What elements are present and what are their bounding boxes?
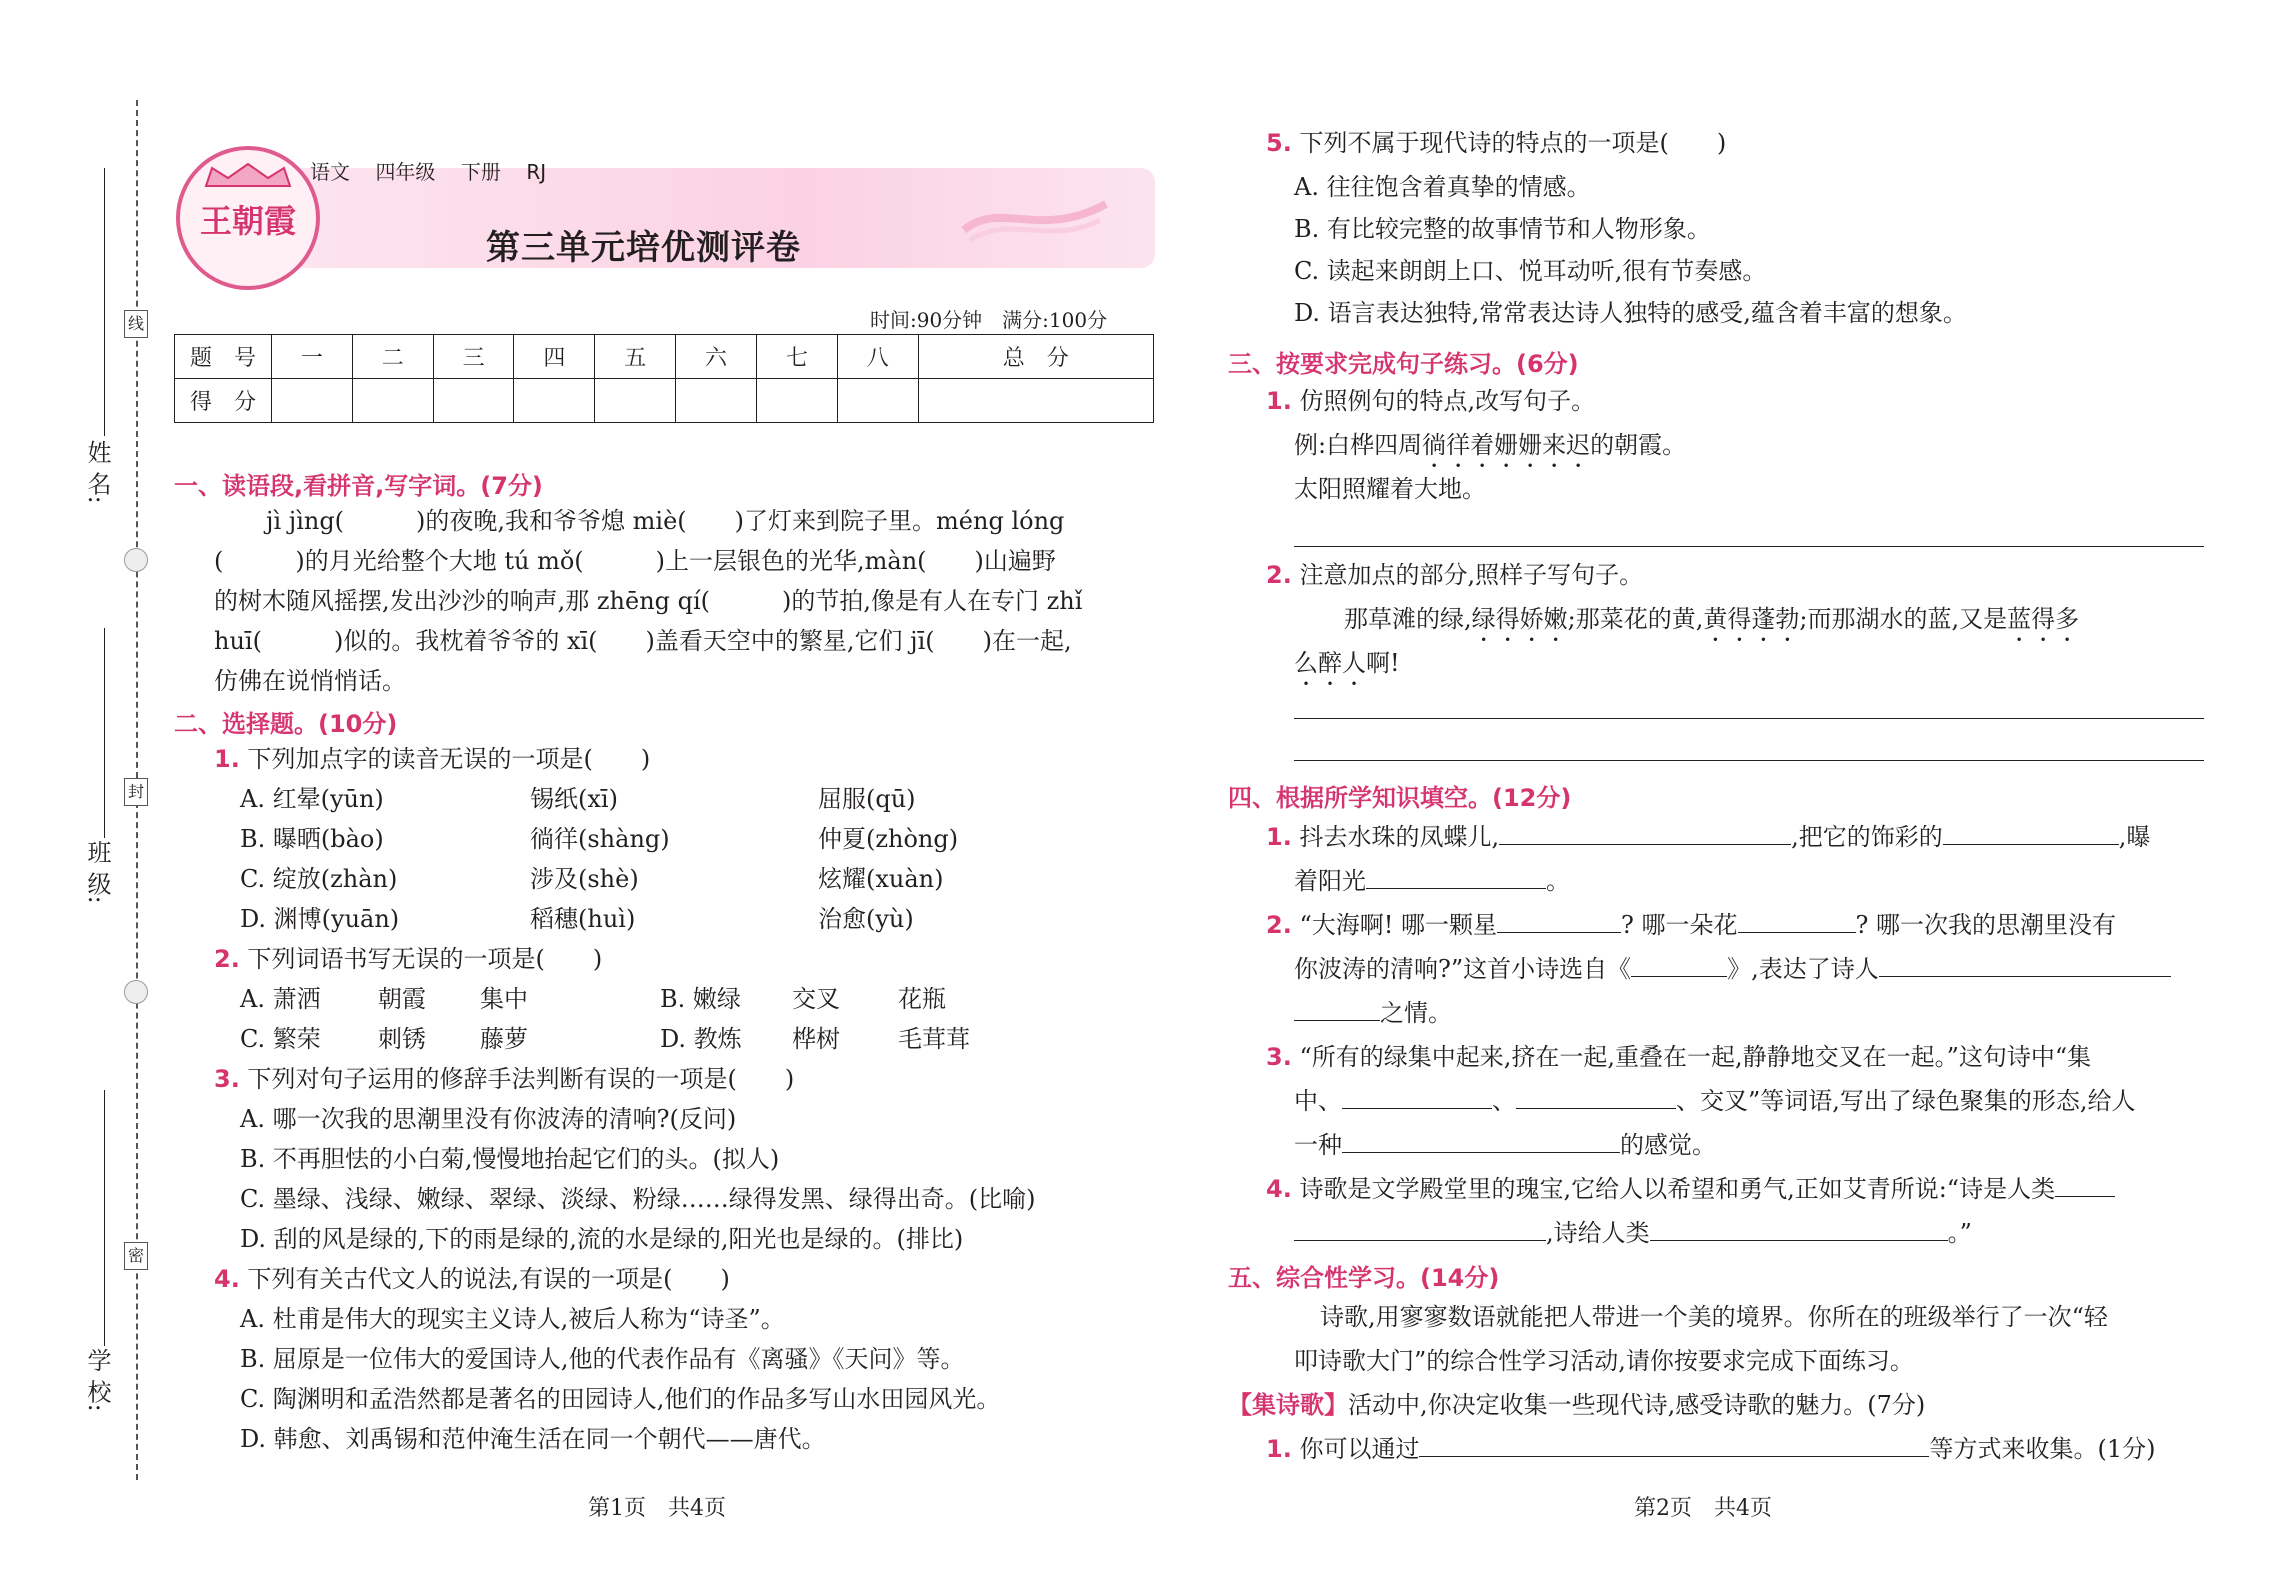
fill-text: “所有的绿集中起来,挤在一起,重叠在一起,静静地交叉在一起。”这句诗中“集 bbox=[1299, 1043, 2092, 1071]
q5-option[interactable]: A. 往往饱含着真挚的情感。 bbox=[1294, 173, 1591, 201]
q2-option: 集中 bbox=[480, 985, 528, 1013]
meta-grade: 四年级 bbox=[375, 160, 436, 184]
q3-option[interactable]: A. 哪一次我的思潮里没有你波涛的清响?(反问) bbox=[240, 1105, 737, 1133]
page-footer-left: 第1页 共4页 bbox=[588, 1496, 726, 1521]
section-3-title: 三、按要求完成句子练习。(6分) bbox=[1228, 350, 1579, 378]
score-header-cell: 八 bbox=[837, 335, 918, 379]
q2-option[interactable]: A. 萧洒 bbox=[240, 985, 321, 1013]
score-header-cell: 三 bbox=[433, 335, 514, 379]
fill-blank[interactable] bbox=[1879, 954, 2171, 977]
score-input[interactable] bbox=[756, 379, 837, 423]
score-table bbox=[174, 334, 1154, 423]
score-header-row bbox=[175, 335, 1154, 379]
s3-question-2: 2. 注意加点的部分,照样子写句子。 bbox=[1266, 561, 1644, 589]
score-header-cell: 七 bbox=[756, 335, 837, 379]
q3-option[interactable]: D. 刮的风是绿的,下的雨是绿的,流的水是绿的,阳光也是绿的。(排比) bbox=[240, 1225, 964, 1253]
s4-question-4-cont bbox=[1294, 1218, 1972, 1248]
example-prefix: 例:白桦四周 bbox=[1294, 431, 1423, 459]
fill-text: 诗歌是文学殿堂里的瑰宝,它给人以希望和勇气,正如艾青所说:“诗是人类 bbox=[1299, 1175, 2056, 1203]
passage-text: 那草滩的绿, bbox=[1344, 605, 1472, 633]
binding-hole-icon bbox=[124, 980, 148, 1004]
name-field[interactable] bbox=[104, 168, 105, 436]
score-row bbox=[175, 379, 1154, 423]
q1-option[interactable]: C. 绽放(zhàn) bbox=[240, 865, 398, 893]
s3-passage-line bbox=[1344, 604, 2079, 647]
class-label: 班 级: bbox=[83, 840, 111, 904]
q1-option: 治愈(yù) bbox=[818, 905, 914, 933]
q2-option[interactable]: D. 教炼 bbox=[660, 1025, 742, 1053]
fill-text: 一种 bbox=[1294, 1131, 1342, 1159]
score-header-cell: 二 bbox=[352, 335, 433, 379]
fill-text: 等方式来收集。(1分) bbox=[1929, 1435, 2156, 1463]
s4-question-4: 4. 诗歌是文学殿堂里的瑰宝,它给人以希望和勇气,正如艾青所说:“诗是人类 bbox=[1266, 1174, 2115, 1204]
score-row-label: 得 分 bbox=[175, 379, 272, 423]
subtask-label: 【集诗歌】 bbox=[1228, 1391, 1348, 1419]
score-header-cell: 四 bbox=[514, 335, 595, 379]
school-field[interactable] bbox=[104, 1090, 105, 1346]
fill-text: 。 bbox=[1546, 867, 1570, 895]
passage-dotted: 么醉人 bbox=[1294, 649, 1366, 677]
q5-option[interactable]: D. 语言表达独特,常常表达诗人独特的感受,蕴含着丰富的想象。 bbox=[1294, 299, 1967, 327]
passage-text: 啊! bbox=[1366, 649, 1400, 677]
fill-blank[interactable] bbox=[1342, 1086, 1492, 1109]
s3-example bbox=[1294, 430, 1686, 473]
fill-text: ,曝 bbox=[2118, 823, 2151, 851]
question-2-text: 下列词语书写无误的一项是( ) bbox=[247, 945, 603, 973]
question-2: 2. 下列词语书写无误的一项是( ) bbox=[214, 945, 603, 973]
fill-text: 、交叉”等词语,写出了绿色聚集的形态,给人 bbox=[1676, 1087, 2136, 1115]
passage-dotted: 绿得娇嫩 bbox=[1471, 605, 1568, 633]
fill-blank[interactable] bbox=[1516, 1086, 1676, 1109]
section-2-title: 二、选择题。(10分) bbox=[174, 710, 398, 738]
score-header-cell: 总 分 bbox=[918, 335, 1153, 379]
fill-blank[interactable] bbox=[1499, 822, 1791, 845]
question-1-text: 下列加点字的读音无误的一项是( ) bbox=[247, 745, 651, 773]
s1-line: ( )的月光给整个大地 tú mǒ( )上一层银色的光华,màn( )山遍野 bbox=[214, 547, 1056, 575]
q2-option: 刺锈 bbox=[378, 1025, 426, 1053]
q1-option: 锡纸(xī) bbox=[530, 785, 618, 813]
page-title: 第三单元培优测评卷 bbox=[486, 228, 801, 268]
score-header-cell: 题 号 bbox=[175, 335, 272, 379]
q2-option: 花瓶 bbox=[898, 985, 946, 1013]
q1-option[interactable]: D. 渊博(yuān) bbox=[240, 905, 400, 933]
score-header-cell: 五 bbox=[595, 335, 676, 379]
crown-icon bbox=[200, 162, 296, 188]
passage-dotted: 黄得蓬勃 bbox=[1703, 605, 1800, 633]
passage-text: ;那菜花的黄, bbox=[1567, 605, 1704, 633]
fill-text: 之情。 bbox=[1380, 999, 1452, 1027]
s3-given-sentence: 太阳照耀着大地。 bbox=[1294, 475, 1486, 503]
q2-option[interactable]: C. 繁荣 bbox=[240, 1025, 321, 1053]
example-dotted: 徜徉着姗姗来迟 bbox=[1422, 431, 1591, 459]
class-field[interactable] bbox=[104, 628, 105, 838]
score-input[interactable] bbox=[918, 379, 1153, 423]
q2-option: 藤萝 bbox=[480, 1025, 528, 1053]
question-1: 1. 下列加点字的读音无误的一项是( ) bbox=[214, 745, 651, 773]
seal-label-seal: 封 bbox=[124, 778, 148, 806]
q4-option[interactable]: D. 韩愈、刘禹锡和范仲淹生活在同一个朝代——唐代。 bbox=[240, 1425, 826, 1453]
answer-line[interactable] bbox=[1294, 760, 2204, 761]
q1-option: 仲夏(zhòng) bbox=[818, 825, 959, 853]
s1-line: 仿佛在说悄悄话。 bbox=[214, 667, 406, 695]
s5-intro: 叩诗歌大门”的综合性学习活动,请你按要求完成下面练习。 bbox=[1294, 1347, 1914, 1375]
q2-option: 桦树 bbox=[792, 1025, 840, 1053]
fill-blank[interactable] bbox=[1943, 822, 2119, 845]
s1-line: 的树木随风摇摆,发出沙沙的响声,那 zhēng qí( )的节拍,像是有人在专门 zhǐ bbox=[214, 587, 1083, 615]
question-4-text: 下列有关古代文人的说法,有误的一项是( ) bbox=[247, 1265, 730, 1293]
decor-swirl-icon bbox=[960, 190, 1110, 246]
section-1-title: 一、读语段,看拼音,写字词。(7分) bbox=[174, 472, 543, 500]
s5-question-1: 1. 你可以通过 等方式来收集。(1分) bbox=[1266, 1435, 2156, 1463]
q1-option[interactable]: A. 红晕(yūn) bbox=[240, 785, 384, 813]
fill-text: 着阳光 bbox=[1294, 867, 1366, 895]
q2-option: 交叉 bbox=[792, 985, 840, 1013]
s3-passage-line bbox=[1294, 648, 1400, 691]
fill-text: ? 哪一朵花 bbox=[1621, 911, 1738, 939]
q2-option: 朝霞 bbox=[378, 985, 426, 1013]
section-5-title: 五、综合性学习。(14分) bbox=[1228, 1264, 1500, 1292]
q5-option[interactable]: B. 有比较完整的故事情节和人物形象。 bbox=[1294, 215, 1711, 243]
q1-option: 屈服(qū) bbox=[818, 785, 916, 813]
q1-option: 徜徉(shàng) bbox=[530, 825, 670, 853]
binding-hole-icon bbox=[124, 548, 148, 572]
question-3-text: 下列对句子运用的修辞手法判断有误的一项是( ) bbox=[247, 1065, 795, 1093]
s3-question-1-text: 仿照例句的特点,改写句子。 bbox=[1299, 387, 1596, 415]
meta-subject: 语文 bbox=[310, 160, 350, 184]
q4-option[interactable]: C. 陶渊明和孟浩然都是著名的田园诗人,他们的作品多写山水田园风光。 bbox=[240, 1385, 1001, 1413]
fill-blank[interactable] bbox=[1631, 954, 1727, 977]
s3-question-2-text: 注意加点的部分,照样子写句子。 bbox=[1299, 561, 1644, 589]
s1-line: jì jìng( )的夜晚,我和爷爷熄 miè( )了灯来到院子里。méng lóng bbox=[266, 507, 1065, 535]
seal-label-secret: 密 bbox=[124, 1242, 148, 1270]
fill-text: 、 bbox=[1492, 1087, 1516, 1115]
fill-blank[interactable] bbox=[1497, 910, 1621, 933]
school-label: 学 校: bbox=[83, 1348, 111, 1412]
score-input[interactable] bbox=[352, 379, 433, 423]
score-input[interactable] bbox=[433, 379, 514, 423]
page-footer-right: 第2页 共4页 bbox=[1634, 1496, 1772, 1521]
s4-question-1-cont bbox=[1294, 866, 1570, 896]
score-input[interactable] bbox=[676, 379, 757, 423]
s4-question-2-cont bbox=[1294, 954, 2171, 984]
fill-text: 抖去水珠的凤蝶儿, bbox=[1299, 823, 1500, 851]
logo-text: 王朝霞 bbox=[199, 202, 296, 240]
question-3: 3. 下列对句子运用的修辞手法判断有误的一项是( ) bbox=[214, 1065, 795, 1093]
q3-option[interactable]: C. 墨绿、浅绿、嫩绿、翠绿、淡绿、粉绿……绿得发黑、绿得出奇。(比喻) bbox=[240, 1185, 1036, 1213]
s4-question-3-cont2 bbox=[1294, 1130, 1716, 1160]
q4-option[interactable]: B. 屈原是一位伟大的爱国诗人,他的代表作品有《离骚》《天问》等。 bbox=[240, 1345, 965, 1373]
answer-line[interactable] bbox=[1294, 718, 2204, 719]
section-4-title: 四、根据所学知识填空。(12分) bbox=[1228, 784, 1572, 812]
q1-option: 涉及(shè) bbox=[530, 865, 639, 893]
brand-logo bbox=[176, 146, 320, 290]
fill-blank[interactable] bbox=[1294, 1218, 1546, 1241]
s4-question-2: 2. “大海啊! 哪一颗星 ? 哪一朵花 ? 哪一次我的思潮里没有 bbox=[1266, 911, 2117, 939]
q1-option[interactable]: B. 曝晒(bào) bbox=[240, 825, 384, 853]
q5-option[interactable]: C. 读起来朗朗上口、悦耳动听,很有节奏感。 bbox=[1294, 257, 1767, 285]
passage-text: ;而那湖水的蓝,又是 bbox=[1799, 605, 2008, 633]
example-suffix: 的朝霞。 bbox=[1590, 431, 1687, 459]
fill-text: ,把它的饰彩的 bbox=[1791, 823, 1943, 851]
s1-line: huī( )似的。我枕着爷爷的 xī( )盖看天空中的繁星,它们 jī( )在一起, bbox=[214, 627, 1072, 655]
score-input[interactable] bbox=[595, 379, 676, 423]
s3-question-1: 1. 仿照例句的特点,改写句子。 bbox=[1266, 387, 1596, 415]
fill-text: 的感觉。 bbox=[1620, 1131, 1716, 1159]
s5-intro: 诗歌,用寥寥数语就能把人带进一个美的境界。你所在的班级举行了一次“轻 bbox=[1320, 1303, 2108, 1331]
score-header-cell: 一 bbox=[272, 335, 353, 379]
subtask-text: 活动中,你决定收集一些现代诗,感受诗歌的魅力。(7分) bbox=[1348, 1391, 1926, 1419]
fill-blank[interactable] bbox=[2055, 1174, 2115, 1197]
fill-blank[interactable] bbox=[1650, 1218, 1948, 1241]
q1-option: 炫耀(xuàn) bbox=[818, 865, 944, 893]
question-5: 5. 下列不属于现代诗的特点的一项是( ) bbox=[1266, 129, 1727, 157]
s4-question-3-cont bbox=[1294, 1086, 2136, 1116]
fill-blank[interactable] bbox=[1738, 910, 1856, 933]
s4-question-1: 1. 抖去水珠的凤蝶儿, ,把它的饰彩的 ,曝 bbox=[1266, 823, 2151, 851]
question-4: 4. 下列有关古代文人的说法,有误的一项是( ) bbox=[214, 1265, 730, 1293]
fill-text: 中、 bbox=[1294, 1087, 1342, 1115]
s5-subtask bbox=[1228, 1390, 1925, 1420]
fill-text: 。” bbox=[1947, 1219, 1972, 1247]
seal-label-line: 线 bbox=[124, 310, 148, 338]
subject-meta bbox=[310, 156, 546, 185]
score-input[interactable] bbox=[514, 379, 595, 423]
passage-dotted: 蓝得多 bbox=[2007, 605, 2080, 633]
s4-question-2-cont2 bbox=[1294, 998, 1452, 1028]
score-input[interactable] bbox=[837, 379, 918, 423]
meta-edition: RJ bbox=[526, 160, 547, 184]
fill-text: “大海啊! 哪一颗星 bbox=[1299, 911, 1498, 939]
time-info: 时间:90分钟 满分:100分 bbox=[870, 308, 1108, 332]
q4-option[interactable]: A. 杜甫是伟大的现实主义诗人,被后人称为“诗圣”。 bbox=[240, 1305, 785, 1333]
meta-volume: 下册 bbox=[460, 160, 501, 184]
name-label: 姓 名: bbox=[83, 440, 111, 504]
fill-text: 你波涛的清响?”这首小诗选自《 bbox=[1294, 955, 1632, 983]
fill-text: ,诗给人类 bbox=[1546, 1219, 1650, 1247]
fill-blank[interactable] bbox=[1419, 1434, 1929, 1457]
fill-blank[interactable] bbox=[1366, 866, 1546, 889]
q2-option: 毛茸茸 bbox=[898, 1025, 970, 1053]
s4-question-3: 3. “所有的绿集中起来,挤在一起,重叠在一起,静静地交叉在一起。”这句诗中“集 bbox=[1266, 1043, 2092, 1071]
answer-line[interactable] bbox=[1294, 546, 2204, 547]
fill-text: ? 哪一次我的思潮里没有 bbox=[1855, 911, 2117, 939]
score-header-cell: 六 bbox=[676, 335, 757, 379]
fill-blank[interactable] bbox=[1342, 1130, 1620, 1153]
fill-blank[interactable] bbox=[1294, 998, 1380, 1021]
q3-option[interactable]: B. 不再胆怯的小白菊,慢慢地抬起它们的头。(拟人) bbox=[240, 1145, 780, 1173]
q1-option: 稻穗(huì) bbox=[530, 905, 636, 933]
score-input[interactable] bbox=[272, 379, 353, 423]
fill-text: 你可以通过 bbox=[1299, 1435, 1420, 1463]
q2-option[interactable]: B. 嫩绿 bbox=[660, 985, 741, 1013]
question-5-text: 下列不属于现代诗的特点的一项是( ) bbox=[1299, 129, 1727, 157]
fill-text: 》,表达了诗人 bbox=[1727, 955, 1879, 983]
